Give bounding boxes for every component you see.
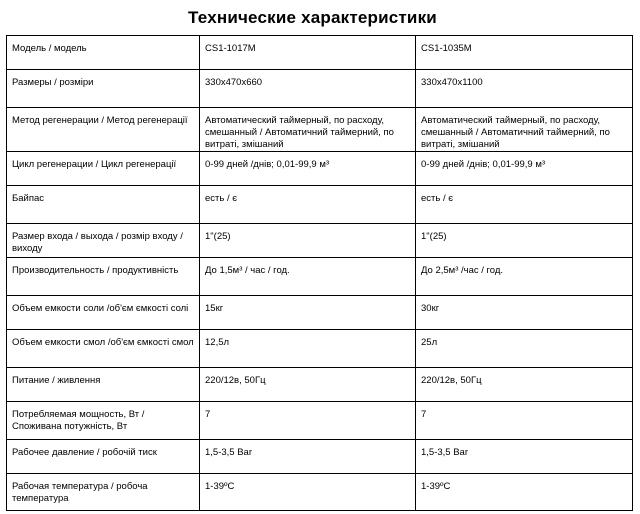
table-row-regeneration-cycle (7, 152, 633, 186)
value-cell-cs1-1035m: До 2,5м³ /час / год. (416, 258, 633, 296)
table-row-working-pressure (7, 440, 633, 474)
table-row-model (7, 36, 633, 70)
table-row-regeneration-method (7, 108, 633, 152)
value-cell-cs1-1035m: 30кг (416, 296, 633, 330)
value-cell-cs1-1035m: 25л (416, 330, 633, 368)
specifications-table (6, 35, 633, 511)
value-cell-cs1-1035m: 1"(25) (416, 224, 633, 258)
value-cell-cs1-1035m: 220/12в, 50Гц (416, 368, 633, 402)
table-row-capacity (7, 258, 633, 296)
value-cell-cs1-1017m: 330x470x660 (200, 70, 416, 108)
table-row-salt-tank-volume (7, 296, 633, 330)
table-row-working-temperature (7, 474, 633, 511)
value-cell-cs1-1017m: CS1-1017M (200, 36, 416, 70)
param-cell: Метод регенерации / Метод регенерації (7, 108, 200, 152)
value-cell-cs1-1017m: 7 (200, 402, 416, 440)
value-cell-cs1-1035m: есть / є (416, 186, 633, 224)
value-cell-cs1-1017m: Автоматический таймерный, по расходу, смешанный / Автоматичний таймерний, по витраті, змішаний (200, 108, 416, 152)
param-cell: Объем емкости соли /об'єм ємкості солі (7, 296, 200, 330)
value-cell-cs1-1035m: Автоматический таймерный, по расходу, смешанный / Автоматичний таймерний, по витраті, змішаний (416, 108, 633, 152)
param-cell: Модель / модель (7, 36, 200, 70)
value-cell-cs1-1035m: 330x470x1100 (416, 70, 633, 108)
param-cell: Размер входа / выхода / розмір входу / виходу (7, 224, 200, 258)
param-cell: Потребляемая мощность, Вт / Споживана потужність, Вт (7, 402, 200, 440)
value-cell-cs1-1017m: 0-99 дней /днів; 0,01-99,9 м³ (200, 152, 416, 186)
table-row-connection-size (7, 224, 633, 258)
value-cell-cs1-1017m: 1-39ºС (200, 474, 416, 511)
table-row-dimensions (7, 70, 633, 108)
param-cell: Рабочая температура / робоча температура (7, 474, 200, 511)
param-cell: Производительность / продуктивність (7, 258, 200, 296)
table-row-power-supply (7, 368, 633, 402)
param-cell: Объем емкости смол /об'єм ємкості смол (7, 330, 200, 368)
value-cell-cs1-1017m: 1,5-3,5 Bar (200, 440, 416, 474)
value-cell-cs1-1017m: До 1,5м³ / час / год. (200, 258, 416, 296)
value-cell-cs1-1035m: 7 (416, 402, 633, 440)
page-title: Технические характеристики (188, 8, 437, 27)
value-cell-cs1-1035m: CS1-1035M (416, 36, 633, 70)
value-cell-cs1-1017m: 1"(25) (200, 224, 416, 258)
param-cell: Цикл регенерации / Цикл регенерації (7, 152, 200, 186)
value-cell-cs1-1035m: 1,5-3,5 Bar (416, 440, 633, 474)
param-cell: Рабочее давление / робочій тиск (7, 440, 200, 474)
value-cell-cs1-1035m: 0-99 дней /днів; 0,01-99,9 м³ (416, 152, 633, 186)
table-row-bypass (7, 186, 633, 224)
param-cell: Размеры / розміри (7, 70, 200, 108)
param-cell: Байпас (7, 186, 200, 224)
value-cell-cs1-1017m: 12,5л (200, 330, 416, 368)
value-cell-cs1-1035m: 1-39ºС (416, 474, 633, 511)
table-row-power-consumption (7, 402, 633, 440)
value-cell-cs1-1017m: 220/12в, 50Гц (200, 368, 416, 402)
param-cell: Питание / живлення (7, 368, 200, 402)
table-row-resin-tank-volume (7, 330, 633, 368)
value-cell-cs1-1017m: есть / є (200, 186, 416, 224)
value-cell-cs1-1017m: 15кг (200, 296, 416, 330)
